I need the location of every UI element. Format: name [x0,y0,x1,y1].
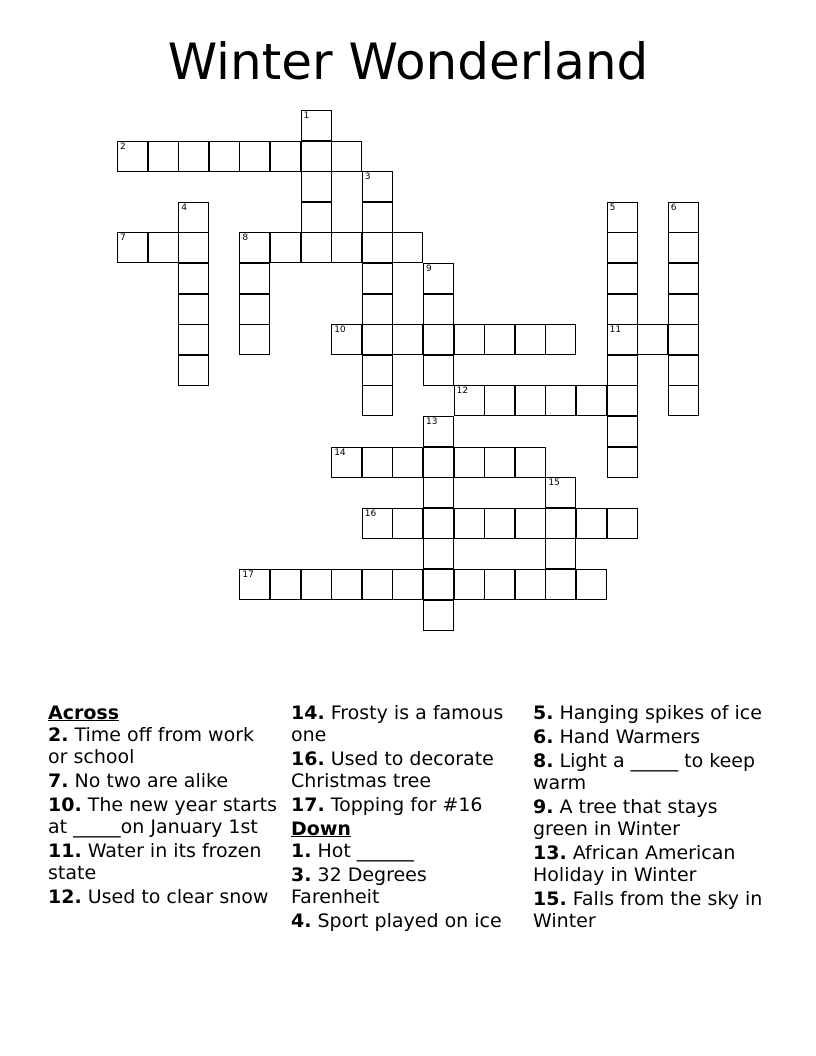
clue [48,770,278,792]
clue-text: Sport played on ice [317,910,502,932]
grid-cell[interactable] [484,569,515,600]
grid-cell[interactable] [454,569,485,600]
clue-text: Hot ______ [317,840,414,862]
across-header: Across [48,702,120,724]
clue-text: Time off from work or school [48,724,255,768]
clue-text: Frosty is a famous one [291,702,504,746]
grid-cell[interactable] [484,324,515,355]
grid-cell[interactable] [668,324,699,355]
clue-number: 7 [120,233,126,244]
grid-cell[interactable] [331,447,362,478]
grid-cell[interactable] [423,569,454,600]
grid-cell[interactable] [239,324,270,355]
clue-number: 5 [609,202,616,213]
grid-cell[interactable] [239,141,270,172]
grid-cell[interactable] [209,141,240,172]
grid-cell[interactable] [178,294,209,325]
clue-number-label: 17. [291,794,325,816]
grid-cell[interactable] [515,324,546,355]
grid-cell[interactable] [607,202,638,233]
grid-cell[interactable] [607,263,638,294]
clue [533,702,763,724]
grid-cell[interactable] [362,355,393,386]
clue-number-label: 13. [533,842,567,864]
grid-cell[interactable] [239,263,270,294]
grid-cell[interactable] [515,385,546,416]
grid-cell[interactable] [362,263,393,294]
grid-cell[interactable] [607,324,638,355]
grid-cell[interactable] [423,263,454,294]
clue-number-label: 14. [291,702,325,724]
grid-cell[interactable] [545,569,576,600]
clue-text: Hand Warmers [559,726,701,748]
clue-text: Light a _____ to keep warm [533,750,756,794]
clue-number-label: 5. [533,702,554,724]
clue-text: 32 Degrees Farenheit [291,864,427,908]
clue-column-2 [291,702,519,934]
clue-number: 2 [120,141,126,152]
grid-cell[interactable] [178,355,209,386]
clue [48,794,278,838]
grid-cell[interactable] [484,385,515,416]
grid-cell[interactable] [362,569,393,600]
grid-cell[interactable] [423,477,454,508]
clue-number-label: 4. [291,910,312,932]
grid-cell[interactable] [423,416,454,447]
clue-text: Water in its frozen state [48,840,262,884]
grid-cell[interactable] [239,569,270,600]
grid-cell[interactable] [178,324,209,355]
grid-cell[interactable] [423,294,454,325]
grid-cell[interactable] [117,141,148,172]
clue-number: 4 [181,202,187,213]
grid-cell[interactable] [331,569,362,600]
grid-cell[interactable] [576,569,607,600]
grid-cell[interactable] [423,600,454,631]
clue-text: Used to decorate Christmas tree [291,748,494,792]
grid-cell[interactable] [178,202,209,233]
clue-number-label: 11. [48,840,82,862]
clue-text: No two are alike [74,770,229,792]
grid-cell[interactable] [515,447,546,478]
grid-cell[interactable] [362,508,393,539]
clue-text: Falls from the sky in Winter [533,888,763,932]
clue-text: A tree that stays green in Winter [533,796,718,840]
grid-cell[interactable] [423,538,454,569]
clue-number-label: 1. [291,840,312,862]
clue-number: 3 [364,172,371,183]
grid-cell[interactable] [270,141,301,172]
down-header: Down [291,818,351,840]
grid-cell[interactable] [270,232,301,263]
grid-cell[interactable] [148,141,179,172]
clue-number: 6 [670,202,677,213]
clue-number: 12 [456,386,469,397]
grid-cell[interactable] [362,171,393,202]
grid-cell[interactable] [423,355,454,386]
grid-cell[interactable] [668,355,699,386]
grid-cell[interactable] [607,447,638,478]
clue [48,724,278,768]
grid-cell[interactable] [607,232,638,263]
grid-cell[interactable] [362,202,393,233]
clue-number-label: 9. [533,796,554,818]
clue [291,702,519,746]
grid-cell[interactable] [362,294,393,325]
grid-cell[interactable] [301,171,332,202]
grid-cell[interactable] [484,508,515,539]
clue [533,888,763,932]
grid-cell[interactable] [392,508,423,539]
grid-cell[interactable] [576,508,607,539]
clue [291,794,519,816]
grid-cell[interactable] [607,508,638,539]
grid-cell[interactable] [362,324,393,355]
grid-cell[interactable] [362,447,393,478]
grid-cell[interactable] [331,141,362,172]
grid-cell[interactable] [392,447,423,478]
grid-cell[interactable] [301,110,332,141]
grid-cell[interactable] [148,232,179,263]
clue [533,842,763,886]
grid-cell[interactable] [178,232,209,263]
clue-number: 10 [334,325,346,336]
clue-number: 14 [334,447,346,458]
grid-cell[interactable] [117,232,148,263]
clue-text: Used to clear snow [87,886,269,908]
grid-cell[interactable] [392,569,423,600]
grid-cell[interactable] [668,232,699,263]
grid-cell[interactable] [239,232,270,263]
grid-cell[interactable] [423,508,454,539]
clue-number: 8 [242,233,249,244]
grid-cell[interactable] [668,294,699,325]
grid-cell[interactable] [331,324,362,355]
clue-text: Hanging spikes of ice [559,702,762,724]
clue-text: African American Holiday in Winter [533,842,736,886]
grid-cell[interactable] [392,324,423,355]
grid-cell[interactable] [545,538,576,569]
clue-number: 9 [426,264,432,274]
clue [533,726,763,748]
clue-number-label: 3. [291,864,312,886]
clue-number-label: 15. [533,888,567,910]
grid-cell[interactable] [484,447,515,478]
grid-cell[interactable] [545,508,576,539]
clue [291,864,519,908]
grid-cell[interactable] [607,294,638,325]
grid-cell[interactable] [454,385,485,416]
clue-text: The new year starts at _____on January 1st [48,794,277,838]
grid-cell[interactable] [515,508,546,539]
grid-cell[interactable] [301,569,332,600]
clue-number-label: 8. [533,750,554,772]
clue-number-label: 7. [48,770,69,792]
clue-number-label: 16. [291,748,325,770]
clue [48,886,278,908]
clue-number-label: 12. [48,886,82,908]
clue [291,910,519,932]
puzzle-title: Winter Wonderland [167,33,649,91]
grid-cell[interactable] [545,385,576,416]
clue [291,748,519,792]
grid-cell[interactable] [423,447,454,478]
grid-cell[interactable] [301,232,332,263]
clue-number-label: 6. [533,726,554,748]
grid-cell[interactable] [392,232,423,263]
clue-number: 1 [303,111,310,121]
grid-cell[interactable] [545,324,576,355]
grid-cell[interactable] [178,141,209,172]
grid-cell[interactable] [576,385,607,416]
clue [533,796,763,840]
grid-cell[interactable] [668,202,699,233]
grid-cell[interactable] [454,447,485,478]
clue [48,840,278,884]
clue-text: Topping for #16 [330,794,483,816]
clue-number-label: 10. [48,794,82,816]
grid-cell[interactable] [545,477,576,508]
clue [291,840,519,862]
clue-number-label: 2. [48,724,69,746]
grid-cell[interactable] [454,324,485,355]
grid-cell[interactable] [423,324,454,355]
clue-number: 15 [548,478,560,489]
clue-number: 11 [609,325,622,336]
grid-cell[interactable] [270,569,301,600]
grid-cell[interactable] [362,232,393,263]
grid-cell[interactable] [301,202,332,233]
clue-number: 16 [364,508,377,519]
grid-cell[interactable] [301,141,332,172]
grid-cell[interactable] [515,569,546,600]
grid-cell[interactable] [668,385,699,416]
grid-cell[interactable] [454,508,485,539]
clue-column-3 [533,702,763,934]
grid-cell[interactable] [607,355,638,386]
grid-cell[interactable] [362,385,393,416]
grid-cell[interactable] [668,263,699,294]
grid-cell[interactable] [178,263,209,294]
grid-cell[interactable] [607,416,638,447]
grid-cell[interactable] [607,385,638,416]
clue-column-1 [48,702,278,910]
clue-number: 13 [426,417,438,427]
clue [533,750,763,794]
grid-cell[interactable] [637,324,668,355]
grid-cell[interactable] [239,294,270,325]
grid-cell[interactable] [331,232,362,263]
clue-number: 17 [242,570,254,580]
